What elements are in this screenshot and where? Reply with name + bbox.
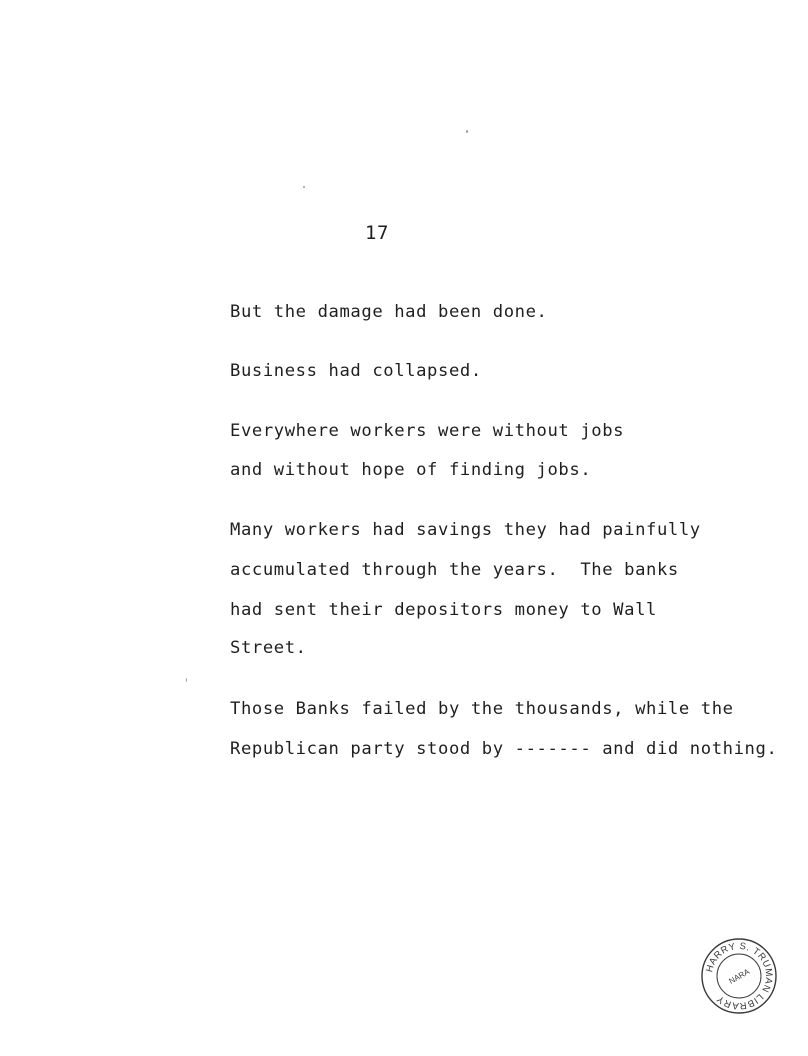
stamp-center-text: NARA	[727, 966, 752, 986]
text-line: Business had collapsed.	[230, 361, 482, 381]
text-line: accumulated through the years. The banks	[230, 560, 679, 580]
text-line: and without hope of finding jobs.	[230, 460, 592, 480]
text-line: Street.	[230, 638, 307, 658]
text-line: Many workers had savings they had painfully	[230, 520, 701, 540]
text-line: had sent their depositors money to Wall	[230, 600, 657, 620]
library-stamp	[700, 937, 778, 1015]
page-number: 17	[365, 222, 389, 244]
text-line: Republican party stood by ------- and did nothing.	[230, 739, 778, 759]
paper-speck	[186, 678, 187, 682]
stamp-ring-text: HARRY S. TRUMAN LIBRARY	[704, 940, 775, 1012]
paper-speck	[303, 186, 305, 188]
paper-speck	[466, 130, 468, 133]
text-line: Everywhere workers were without jobs	[230, 421, 625, 441]
text-line: Those Banks failed by the thousands, while the	[230, 699, 734, 719]
text-line: But the damage had been done.	[230, 302, 548, 322]
